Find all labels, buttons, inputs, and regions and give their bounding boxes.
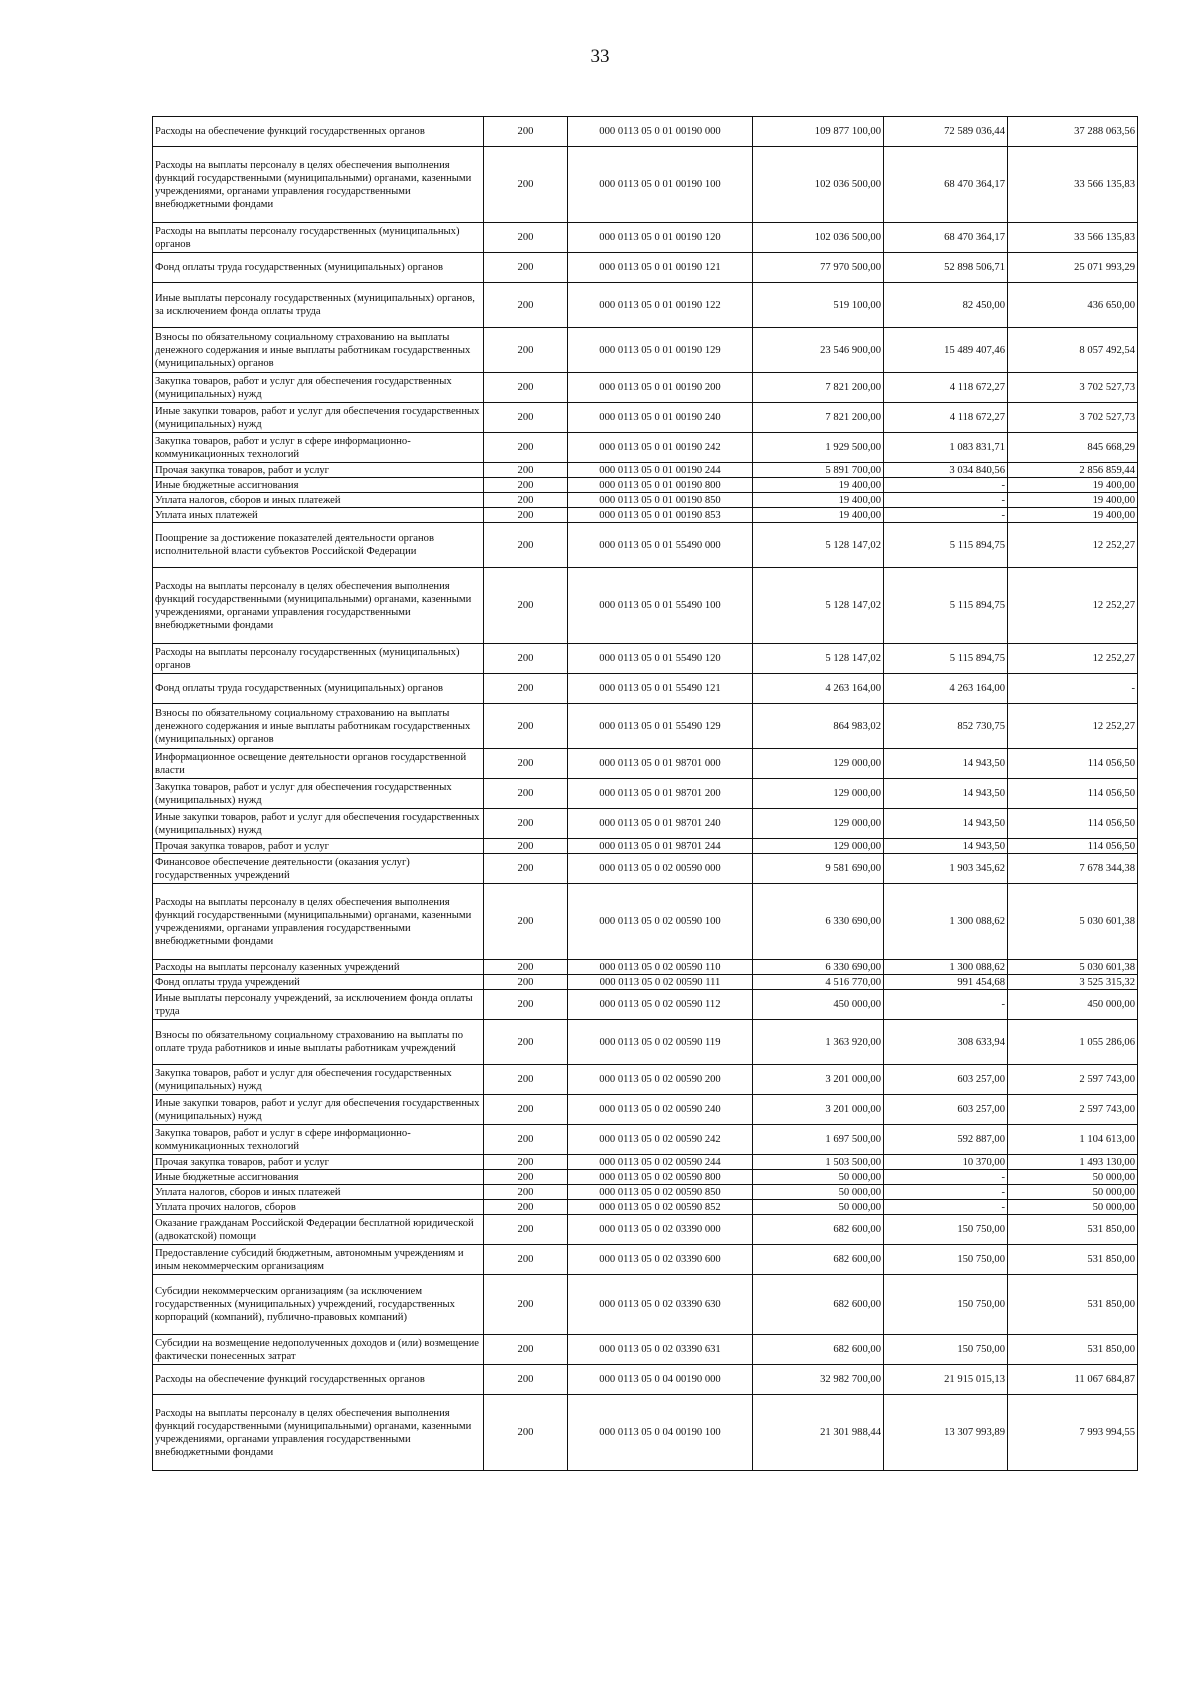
table-row bbox=[153, 749, 1138, 779]
row-code-cell: 200 bbox=[484, 328, 568, 373]
row-unexecuted-cell: 845 668,29 bbox=[1008, 433, 1138, 463]
row-name-cell: Фонд оплаты труда государственных (муниципальных) органов bbox=[153, 674, 484, 704]
row-unexecuted-cell: 5 030 601,38 bbox=[1008, 884, 1138, 960]
row-approved-cell: 129 000,00 bbox=[753, 749, 884, 779]
row-approved-cell: 50 000,00 bbox=[753, 1200, 884, 1215]
row-unexecuted-cell: 8 057 492,54 bbox=[1008, 328, 1138, 373]
row-approved-cell: 450 000,00 bbox=[753, 990, 884, 1020]
row-code-cell: 200 bbox=[484, 223, 568, 253]
row-classification-cell: 000 0113 05 0 02 03390 000 bbox=[568, 1215, 753, 1245]
row-classification-cell: 000 0113 05 0 01 00190 121 bbox=[568, 253, 753, 283]
row-executed-cell: - bbox=[884, 478, 1008, 493]
row-classification-cell: 000 0113 05 0 02 00590 244 bbox=[568, 1155, 753, 1170]
row-classification-cell: 000 0113 05 0 02 03390 630 bbox=[568, 1275, 753, 1335]
row-unexecuted-cell: 1 055 286,06 bbox=[1008, 1020, 1138, 1065]
row-code-cell: 200 bbox=[484, 779, 568, 809]
table-row bbox=[153, 779, 1138, 809]
row-approved-cell: 519 100,00 bbox=[753, 283, 884, 328]
row-executed-cell: 852 730,75 bbox=[884, 704, 1008, 749]
row-classification-cell: 000 0113 05 0 02 00590 112 bbox=[568, 990, 753, 1020]
table-row bbox=[153, 809, 1138, 839]
row-executed-cell: 1 300 088,62 bbox=[884, 884, 1008, 960]
row-name-cell: Расходы на выплаты персоналу государственных (муниципальных) органов bbox=[153, 223, 484, 253]
row-executed-cell: 603 257,00 bbox=[884, 1065, 1008, 1095]
row-unexecuted-cell: 37 288 063,56 bbox=[1008, 117, 1138, 147]
row-executed-cell: 13 307 993,89 bbox=[884, 1395, 1008, 1471]
row-approved-cell: 682 600,00 bbox=[753, 1275, 884, 1335]
row-approved-cell: 5 128 147,02 bbox=[753, 523, 884, 568]
row-unexecuted-cell: 2 856 859,44 bbox=[1008, 463, 1138, 478]
row-approved-cell: 6 330 690,00 bbox=[753, 960, 884, 975]
row-name-cell: Расходы на обеспечение функций государственных органов bbox=[153, 117, 484, 147]
row-executed-cell: 21 915 015,13 bbox=[884, 1365, 1008, 1395]
row-name-cell: Прочая закупка товаров, работ и услуг bbox=[153, 839, 484, 854]
row-unexecuted-cell: 450 000,00 bbox=[1008, 990, 1138, 1020]
row-unexecuted-cell: 114 056,50 bbox=[1008, 749, 1138, 779]
row-approved-cell: 129 000,00 bbox=[753, 839, 884, 854]
table-row bbox=[153, 508, 1138, 523]
row-executed-cell: - bbox=[884, 1200, 1008, 1215]
row-executed-cell: - bbox=[884, 1170, 1008, 1185]
row-approved-cell: 23 546 900,00 bbox=[753, 328, 884, 373]
row-code-cell: 200 bbox=[484, 493, 568, 508]
row-classification-cell: 000 0113 05 0 02 03390 600 bbox=[568, 1245, 753, 1275]
row-executed-cell: - bbox=[884, 493, 1008, 508]
row-approved-cell: 5 128 147,02 bbox=[753, 644, 884, 674]
row-executed-cell: 150 750,00 bbox=[884, 1245, 1008, 1275]
row-code-cell: 200 bbox=[484, 1020, 568, 1065]
row-unexecuted-cell: 12 252,27 bbox=[1008, 568, 1138, 644]
table-row bbox=[153, 1215, 1138, 1245]
row-unexecuted-cell: 12 252,27 bbox=[1008, 644, 1138, 674]
row-code-cell: 200 bbox=[484, 463, 568, 478]
row-executed-cell: 592 887,00 bbox=[884, 1125, 1008, 1155]
row-code-cell: 200 bbox=[484, 1065, 568, 1095]
row-unexecuted-cell: 3 702 527,73 bbox=[1008, 373, 1138, 403]
row-executed-cell: 150 750,00 bbox=[884, 1335, 1008, 1365]
row-code-cell: 200 bbox=[484, 674, 568, 704]
row-executed-cell: 14 943,50 bbox=[884, 749, 1008, 779]
row-approved-cell: 4 263 164,00 bbox=[753, 674, 884, 704]
row-name-cell: Иные бюджетные ассигнования bbox=[153, 1170, 484, 1185]
table-row bbox=[153, 568, 1138, 644]
row-name-cell: Прочая закупка товаров, работ и услуг bbox=[153, 1155, 484, 1170]
table-row bbox=[153, 1335, 1138, 1365]
row-unexecuted-cell: 12 252,27 bbox=[1008, 704, 1138, 749]
row-name-cell: Иные бюджетные ассигнования bbox=[153, 478, 484, 493]
table-row bbox=[153, 644, 1138, 674]
table-row bbox=[153, 839, 1138, 854]
row-approved-cell: 1 503 500,00 bbox=[753, 1155, 884, 1170]
row-name-cell: Уплата прочих налогов, сборов bbox=[153, 1200, 484, 1215]
row-name-cell: Фонд оплаты труда государственных (муниципальных) органов bbox=[153, 253, 484, 283]
row-approved-cell: 682 600,00 bbox=[753, 1215, 884, 1245]
row-code-cell: 200 bbox=[484, 508, 568, 523]
table-row bbox=[153, 960, 1138, 975]
row-name-cell: Оказание гражданам Российской Федерации бесплатной юридической (адвокатской) помощи bbox=[153, 1215, 484, 1245]
table-row bbox=[153, 1125, 1138, 1155]
row-approved-cell: 4 516 770,00 bbox=[753, 975, 884, 990]
table-row bbox=[153, 1170, 1138, 1185]
row-code-cell: 200 bbox=[484, 1245, 568, 1275]
table-row bbox=[153, 478, 1138, 493]
row-unexecuted-cell: 12 252,27 bbox=[1008, 523, 1138, 568]
row-unexecuted-cell: 114 056,50 bbox=[1008, 839, 1138, 854]
row-executed-cell: 4 118 672,27 bbox=[884, 403, 1008, 433]
row-approved-cell: 7 821 200,00 bbox=[753, 373, 884, 403]
row-classification-cell: 000 0113 05 0 01 00190 242 bbox=[568, 433, 753, 463]
row-classification-cell: 000 0113 05 0 01 55490 120 bbox=[568, 644, 753, 674]
table-row bbox=[153, 1200, 1138, 1215]
row-executed-cell: 10 370,00 bbox=[884, 1155, 1008, 1170]
row-classification-cell: 000 0113 05 0 02 00590 111 bbox=[568, 975, 753, 990]
table-row bbox=[153, 1275, 1138, 1335]
row-code-cell: 200 bbox=[484, 809, 568, 839]
row-executed-cell: 991 454,68 bbox=[884, 975, 1008, 990]
row-name-cell: Расходы на выплаты персоналу в целях обеспечения выполнения функций государственными (муниципальными) органами, казенными учреждениями, органами управления государственными внебюджетными фондами bbox=[153, 147, 484, 223]
row-classification-cell: 000 0113 05 0 01 55490 129 bbox=[568, 704, 753, 749]
row-approved-cell: 5 891 700,00 bbox=[753, 463, 884, 478]
row-unexecuted-cell: 114 056,50 bbox=[1008, 809, 1138, 839]
row-approved-cell: 32 982 700,00 bbox=[753, 1365, 884, 1395]
row-executed-cell: 68 470 364,17 bbox=[884, 223, 1008, 253]
table-row bbox=[153, 328, 1138, 373]
row-name-cell: Иные закупки товаров, работ и услуг для обеспечения государственных (муниципальных) нужд bbox=[153, 1095, 484, 1125]
row-approved-cell: 50 000,00 bbox=[753, 1170, 884, 1185]
table-row bbox=[153, 884, 1138, 960]
row-name-cell: Финансовое обеспечение деятельности (оказания услуг) государственных учреждений bbox=[153, 854, 484, 884]
row-name-cell: Расходы на выплаты персоналу казенных учреждений bbox=[153, 960, 484, 975]
row-executed-cell: 3 034 840,56 bbox=[884, 463, 1008, 478]
row-executed-cell: 1 300 088,62 bbox=[884, 960, 1008, 975]
row-classification-cell: 000 0113 05 0 01 98701 244 bbox=[568, 839, 753, 854]
row-classification-cell: 000 0113 05 0 01 00190 120 bbox=[568, 223, 753, 253]
row-executed-cell: - bbox=[884, 990, 1008, 1020]
row-executed-cell: 72 589 036,44 bbox=[884, 117, 1008, 147]
row-executed-cell: 14 943,50 bbox=[884, 779, 1008, 809]
row-unexecuted-cell: 531 850,00 bbox=[1008, 1335, 1138, 1365]
row-executed-cell: 15 489 407,46 bbox=[884, 328, 1008, 373]
row-unexecuted-cell: 19 400,00 bbox=[1008, 508, 1138, 523]
row-name-cell: Фонд оплаты труда учреждений bbox=[153, 975, 484, 990]
row-approved-cell: 19 400,00 bbox=[753, 478, 884, 493]
table-row bbox=[153, 373, 1138, 403]
row-code-cell: 200 bbox=[484, 373, 568, 403]
table-row bbox=[153, 283, 1138, 328]
row-classification-cell: 000 0113 05 0 04 00190 100 bbox=[568, 1395, 753, 1471]
row-name-cell: Взносы по обязательному социальному страхованию на выплаты денежного содержания и иные выплаты работникам государственных (муниципальных) органов bbox=[153, 704, 484, 749]
row-code-cell: 200 bbox=[484, 117, 568, 147]
row-executed-cell: 5 115 894,75 bbox=[884, 523, 1008, 568]
row-code-cell: 200 bbox=[484, 1170, 568, 1185]
table-row bbox=[153, 704, 1138, 749]
table-row bbox=[153, 147, 1138, 223]
row-name-cell: Информационное освещение деятельности органов государственной власти bbox=[153, 749, 484, 779]
row-unexecuted-cell: 2 597 743,00 bbox=[1008, 1065, 1138, 1095]
row-code-cell: 200 bbox=[484, 147, 568, 223]
row-classification-cell: 000 0113 05 0 01 55490 000 bbox=[568, 523, 753, 568]
row-executed-cell: 1 083 831,71 bbox=[884, 433, 1008, 463]
row-classification-cell: 000 0113 05 0 01 55490 121 bbox=[568, 674, 753, 704]
row-unexecuted-cell: 11 067 684,87 bbox=[1008, 1365, 1138, 1395]
row-name-cell: Субсидии на возмещение недополученных доходов и (или) возмещение фактически понесенных затрат bbox=[153, 1335, 484, 1365]
row-name-cell: Поощрение за достижение показателей деятельности органов исполнительной власти субъектов Российской Федерации bbox=[153, 523, 484, 568]
row-executed-cell: 603 257,00 bbox=[884, 1095, 1008, 1125]
row-approved-cell: 50 000,00 bbox=[753, 1185, 884, 1200]
row-approved-cell: 129 000,00 bbox=[753, 779, 884, 809]
row-code-cell: 200 bbox=[484, 975, 568, 990]
row-name-cell: Иные закупки товаров, работ и услуг для обеспечения государственных (муниципальных) нужд bbox=[153, 809, 484, 839]
row-classification-cell: 000 0113 05 0 02 00590 200 bbox=[568, 1065, 753, 1095]
row-code-cell: 200 bbox=[484, 839, 568, 854]
row-approved-cell: 3 201 000,00 bbox=[753, 1095, 884, 1125]
row-name-cell: Закупка товаров, работ и услуг для обеспечения государственных (муниципальных) нужд bbox=[153, 1065, 484, 1095]
row-code-cell: 200 bbox=[484, 990, 568, 1020]
row-name-cell: Закупка товаров, работ и услуг для обеспечения государственных (муниципальных) нужд bbox=[153, 779, 484, 809]
row-classification-cell: 000 0113 05 0 02 00590 100 bbox=[568, 884, 753, 960]
row-name-cell: Расходы на выплаты персоналу государственных (муниципальных) органов bbox=[153, 644, 484, 674]
row-code-cell: 200 bbox=[484, 884, 568, 960]
row-approved-cell: 1 929 500,00 bbox=[753, 433, 884, 463]
row-unexecuted-cell: 33 566 135,83 bbox=[1008, 223, 1138, 253]
row-classification-cell: 000 0113 05 0 02 00590 242 bbox=[568, 1125, 753, 1155]
row-code-cell: 200 bbox=[484, 749, 568, 779]
row-classification-cell: 000 0113 05 0 04 00190 000 bbox=[568, 1365, 753, 1395]
row-code-cell: 200 bbox=[484, 1095, 568, 1125]
table-row bbox=[153, 975, 1138, 990]
row-approved-cell: 9 581 690,00 bbox=[753, 854, 884, 884]
row-classification-cell: 000 0113 05 0 01 00190 853 bbox=[568, 508, 753, 523]
row-unexecuted-cell: 19 400,00 bbox=[1008, 478, 1138, 493]
row-approved-cell: 109 877 100,00 bbox=[753, 117, 884, 147]
row-code-cell: 200 bbox=[484, 1155, 568, 1170]
row-code-cell: 200 bbox=[484, 1395, 568, 1471]
row-classification-cell: 000 0113 05 0 02 00590 850 bbox=[568, 1185, 753, 1200]
table-row bbox=[153, 523, 1138, 568]
table-row bbox=[153, 854, 1138, 884]
row-code-cell: 200 bbox=[484, 1200, 568, 1215]
row-approved-cell: 3 201 000,00 bbox=[753, 1065, 884, 1095]
row-name-cell: Уплата иных платежей bbox=[153, 508, 484, 523]
row-code-cell: 200 bbox=[484, 854, 568, 884]
row-code-cell: 200 bbox=[484, 478, 568, 493]
row-approved-cell: 19 400,00 bbox=[753, 508, 884, 523]
table-row bbox=[153, 1365, 1138, 1395]
row-name-cell: Закупка товаров, работ и услуг в сфере информационно-коммуникационных технологий bbox=[153, 1125, 484, 1155]
row-approved-cell: 682 600,00 bbox=[753, 1245, 884, 1275]
row-unexecuted-cell: 1 493 130,00 bbox=[1008, 1155, 1138, 1170]
row-executed-cell: 1 903 345,62 bbox=[884, 854, 1008, 884]
row-unexecuted-cell: 7 993 994,55 bbox=[1008, 1395, 1138, 1471]
row-executed-cell: 14 943,50 bbox=[884, 839, 1008, 854]
row-name-cell: Расходы на выплаты персоналу в целях обеспечения выполнения функций государственными (муниципальными) органами, казенными учреждениями, органами управления государственными внебюджетными фондами bbox=[153, 1395, 484, 1471]
row-code-cell: 200 bbox=[484, 523, 568, 568]
row-code-cell: 200 bbox=[484, 1125, 568, 1155]
row-classification-cell: 000 0113 05 0 01 00190 129 bbox=[568, 328, 753, 373]
row-name-cell: Иные выплаты персоналу учреждений, за исключением фонда оплаты труда bbox=[153, 990, 484, 1020]
row-classification-cell: 000 0113 05 0 02 00590 800 bbox=[568, 1170, 753, 1185]
row-executed-cell: 68 470 364,17 bbox=[884, 147, 1008, 223]
row-name-cell: Субсидии некоммерческим организациям (за исключением государственных (муниципальных) учреждений, государственных корпораций (компаний), публично-правовых компаний) bbox=[153, 1275, 484, 1335]
row-unexecuted-cell: 50 000,00 bbox=[1008, 1170, 1138, 1185]
row-name-cell: Иные закупки товаров, работ и услуг для обеспечения государственных (муниципальных) нужд bbox=[153, 403, 484, 433]
table-row bbox=[153, 253, 1138, 283]
table-row bbox=[153, 117, 1138, 147]
row-classification-cell: 000 0113 05 0 01 00190 244 bbox=[568, 463, 753, 478]
row-approved-cell: 682 600,00 bbox=[753, 1335, 884, 1365]
row-approved-cell: 1 697 500,00 bbox=[753, 1125, 884, 1155]
row-executed-cell: 4 118 672,27 bbox=[884, 373, 1008, 403]
row-name-cell: Закупка товаров, работ и услуг для обеспечения государственных (муниципальных) нужд bbox=[153, 373, 484, 403]
row-name-cell: Расходы на обеспечение функций государственных органов bbox=[153, 1365, 484, 1395]
row-unexecuted-cell: 436 650,00 bbox=[1008, 283, 1138, 328]
row-name-cell: Взносы по обязательному социальному страхованию на выплаты денежного содержания и иные выплаты работникам государственных (муниципальных) органов bbox=[153, 328, 484, 373]
row-approved-cell: 19 400,00 bbox=[753, 493, 884, 508]
row-unexecuted-cell: 114 056,50 bbox=[1008, 779, 1138, 809]
row-code-cell: 200 bbox=[484, 1275, 568, 1335]
row-classification-cell: 000 0113 05 0 02 00590 240 bbox=[568, 1095, 753, 1125]
row-code-cell: 200 bbox=[484, 644, 568, 674]
row-unexecuted-cell: 3 702 527,73 bbox=[1008, 403, 1138, 433]
row-unexecuted-cell: 531 850,00 bbox=[1008, 1275, 1138, 1335]
row-approved-cell: 1 363 920,00 bbox=[753, 1020, 884, 1065]
row-classification-cell: 000 0113 05 0 01 98701 200 bbox=[568, 779, 753, 809]
row-executed-cell: - bbox=[884, 508, 1008, 523]
row-approved-cell: 5 128 147,02 bbox=[753, 568, 884, 644]
row-classification-cell: 000 0113 05 0 02 03390 631 bbox=[568, 1335, 753, 1365]
row-code-cell: 200 bbox=[484, 1365, 568, 1395]
row-code-cell: 200 bbox=[484, 960, 568, 975]
row-classification-cell: 000 0113 05 0 01 00190 122 bbox=[568, 283, 753, 328]
row-executed-cell: 150 750,00 bbox=[884, 1215, 1008, 1245]
expenditure-table bbox=[152, 116, 1138, 1471]
table-row bbox=[153, 1185, 1138, 1200]
table-row bbox=[153, 493, 1138, 508]
row-classification-cell: 000 0113 05 0 01 00190 800 bbox=[568, 478, 753, 493]
row-classification-cell: 000 0113 05 0 01 00190 200 bbox=[568, 373, 753, 403]
row-unexecuted-cell: 3 525 315,32 bbox=[1008, 975, 1138, 990]
row-classification-cell: 000 0113 05 0 02 00590 000 bbox=[568, 854, 753, 884]
row-approved-cell: 102 036 500,00 bbox=[753, 223, 884, 253]
row-executed-cell: 14 943,50 bbox=[884, 809, 1008, 839]
row-name-cell: Иные выплаты персоналу государственных (муниципальных) органов, за исключением фонда оплаты труда bbox=[153, 283, 484, 328]
row-approved-cell: 21 301 988,44 bbox=[753, 1395, 884, 1471]
table-row bbox=[153, 463, 1138, 478]
table-row bbox=[153, 1020, 1138, 1065]
table-row bbox=[153, 674, 1138, 704]
row-code-cell: 200 bbox=[484, 568, 568, 644]
table-row bbox=[153, 990, 1138, 1020]
row-name-cell: Прочая закупка товаров, работ и услуг bbox=[153, 463, 484, 478]
row-approved-cell: 77 970 500,00 bbox=[753, 253, 884, 283]
row-executed-cell: 308 633,94 bbox=[884, 1020, 1008, 1065]
row-name-cell: Уплата налогов, сборов и иных платежей bbox=[153, 493, 484, 508]
row-unexecuted-cell: 5 030 601,38 bbox=[1008, 960, 1138, 975]
row-executed-cell: 5 115 894,75 bbox=[884, 568, 1008, 644]
row-name-cell: Закупка товаров, работ и услуг в сфере информационно-коммуникационных технологий bbox=[153, 433, 484, 463]
table-row bbox=[153, 1245, 1138, 1275]
table-row bbox=[153, 1065, 1138, 1095]
row-executed-cell: 52 898 506,71 bbox=[884, 253, 1008, 283]
row-classification-cell: 000 0113 05 0 01 00190 000 bbox=[568, 117, 753, 147]
table-row bbox=[153, 223, 1138, 253]
row-classification-cell: 000 0113 05 0 02 00590 119 bbox=[568, 1020, 753, 1065]
row-code-cell: 200 bbox=[484, 283, 568, 328]
row-executed-cell: 150 750,00 bbox=[884, 1275, 1008, 1335]
row-unexecuted-cell: 50 000,00 bbox=[1008, 1185, 1138, 1200]
row-code-cell: 200 bbox=[484, 1335, 568, 1365]
row-approved-cell: 7 821 200,00 bbox=[753, 403, 884, 433]
row-code-cell: 200 bbox=[484, 253, 568, 283]
row-name-cell: Расходы на выплаты персоналу в целях обеспечения выполнения функций государственными (муниципальными) органами, казенными учреждениями, органами управления государственными внебюджетными фондами bbox=[153, 568, 484, 644]
row-unexecuted-cell: 25 071 993,29 bbox=[1008, 253, 1138, 283]
row-executed-cell: 82 450,00 bbox=[884, 283, 1008, 328]
table-row bbox=[153, 433, 1138, 463]
table-row bbox=[153, 1095, 1138, 1125]
row-name-cell: Уплата налогов, сборов и иных платежей bbox=[153, 1185, 484, 1200]
table-row bbox=[153, 403, 1138, 433]
row-unexecuted-cell: 50 000,00 bbox=[1008, 1200, 1138, 1215]
row-classification-cell: 000 0113 05 0 01 00190 240 bbox=[568, 403, 753, 433]
row-classification-cell: 000 0113 05 0 01 98701 000 bbox=[568, 749, 753, 779]
row-unexecuted-cell: 33 566 135,83 bbox=[1008, 147, 1138, 223]
row-approved-cell: 129 000,00 bbox=[753, 809, 884, 839]
row-approved-cell: 864 983,02 bbox=[753, 704, 884, 749]
row-unexecuted-cell: - bbox=[1008, 674, 1138, 704]
row-name-cell: Расходы на выплаты персоналу в целях обеспечения выполнения функций государственными (муниципальными) органами, казенными учреждениями, органами управления государственными внебюджетными фондами bbox=[153, 884, 484, 960]
row-name-cell: Взносы по обязательному социальному страхованию на выплаты по оплате труда работников и иные выплаты работникам учреждений bbox=[153, 1020, 484, 1065]
row-name-cell: Предоставление субсидий бюджетным, автономным учреждениям и иным некоммерческим организациям bbox=[153, 1245, 484, 1275]
row-classification-cell: 000 0113 05 0 01 00190 100 bbox=[568, 147, 753, 223]
row-unexecuted-cell: 2 597 743,00 bbox=[1008, 1095, 1138, 1125]
table-row bbox=[153, 1155, 1138, 1170]
row-executed-cell: 5 115 894,75 bbox=[884, 644, 1008, 674]
row-unexecuted-cell: 1 104 613,00 bbox=[1008, 1125, 1138, 1155]
row-code-cell: 200 bbox=[484, 403, 568, 433]
row-approved-cell: 102 036 500,00 bbox=[753, 147, 884, 223]
row-classification-cell: 000 0113 05 0 02 00590 852 bbox=[568, 1200, 753, 1215]
table-row bbox=[153, 1395, 1138, 1471]
row-executed-cell: - bbox=[884, 1185, 1008, 1200]
row-code-cell: 200 bbox=[484, 1215, 568, 1245]
row-executed-cell: 4 263 164,00 bbox=[884, 674, 1008, 704]
row-unexecuted-cell: 531 850,00 bbox=[1008, 1245, 1138, 1275]
row-unexecuted-cell: 7 678 344,38 bbox=[1008, 854, 1138, 884]
row-code-cell: 200 bbox=[484, 704, 568, 749]
row-classification-cell: 000 0113 05 0 02 00590 110 bbox=[568, 960, 753, 975]
row-code-cell: 200 bbox=[484, 1185, 568, 1200]
row-approved-cell: 6 330 690,00 bbox=[753, 884, 884, 960]
row-classification-cell: 000 0113 05 0 01 98701 240 bbox=[568, 809, 753, 839]
row-classification-cell: 000 0113 05 0 01 55490 100 bbox=[568, 568, 753, 644]
row-classification-cell: 000 0113 05 0 01 00190 850 bbox=[568, 493, 753, 508]
row-unexecuted-cell: 19 400,00 bbox=[1008, 493, 1138, 508]
page-number: 33 bbox=[590, 46, 610, 67]
row-code-cell: 200 bbox=[484, 433, 568, 463]
row-unexecuted-cell: 531 850,00 bbox=[1008, 1215, 1138, 1245]
